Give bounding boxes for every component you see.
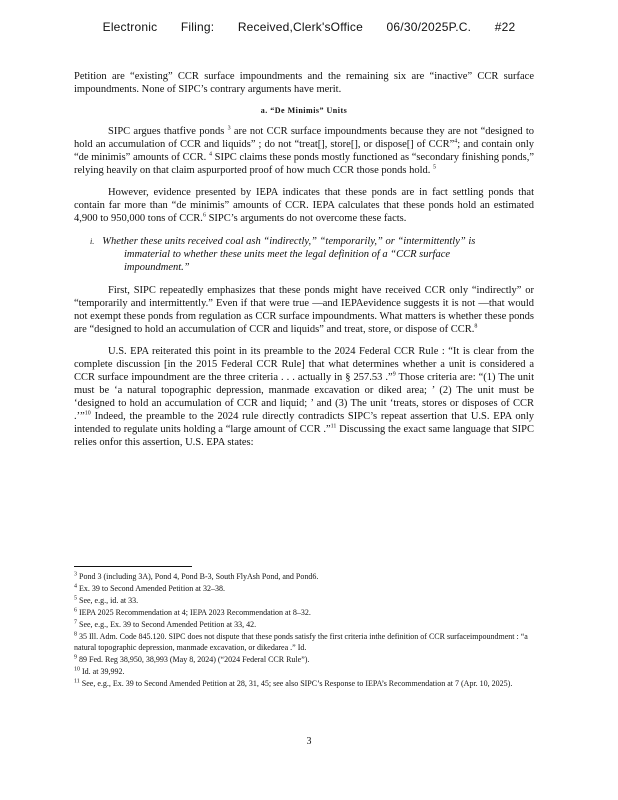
header-date: 06/30/2025P.C. xyxy=(386,20,472,34)
footnote-7: $^7$ See, e.g., Ex. 39 to Second Amended Petition at 33, 42. xyxy=(74,619,257,629)
footnote-divider xyxy=(74,566,192,567)
header-filing: Filing: xyxy=(180,20,215,34)
footnote-ref-11[interactable]: 11 xyxy=(330,423,337,430)
document-body xyxy=(74,70,534,449)
paragraph-5: U.S. EPA reiterated this point in its preamble to the 2024 Federal CCR Rule : “It is clear from the complete discussion [in the 2015 Federal CCR Rule] that what determines whether a unit is considered a CCR surface impoundment are the three criteria . . . actually in § 257.53 .”$^9$ Those criteria are: “(1) The unit must be ‘a natural topographic depression, manmade excavation or diked area; ’ (2) The unit must be ‘designed to hold an accumulation of CCR and liquid; ’ and (3) The unit ‘treats, stores or disposes of CCR .’”$^{10}$ Indeed, the preamble to the 2024 rule directly contradicts SIPC’s repeat assertion that U.S. EPA only intended to regulate units holding a “large amount of CCR .”$^{11}$ Discussing the exact same language that SIPC relies onfor this assertion, U.S. EPA states: xyxy=(74,346,534,448)
page-number: 3 xyxy=(306,736,312,747)
footnote-ref-9[interactable]: 9 xyxy=(392,371,396,378)
footnote-10: $^{10}$ Id. at 39,992. xyxy=(74,666,125,676)
footnote-ref-10[interactable]: 10 xyxy=(84,410,91,417)
paragraph-3: However, evidence presented by IEPA indicates that these ponds are in fact settling ponds that contain far more than “de minimis” amounts of CCR. IEPA calculates that these ponds hold an estimated 4,900 to 950,000 tons of CCR.$^6$ SIPC’s arguments do not overcome these facts. xyxy=(74,187,534,224)
footnote-6: $^6$ IEPA 2025 Recommendation at 4; IEPA 2023 Recommendation at 8–32. xyxy=(74,607,311,617)
footnote-ref-4[interactable]: 4 xyxy=(454,138,458,145)
footnote-9: $^9$ 89 Fed. Reg 38,950, 38,993 (May 8, 2024) (“2024 Federal CCR Rule”). xyxy=(74,654,310,664)
header-number: #22 xyxy=(494,20,516,34)
footnote-ref-3[interactable]: 3 xyxy=(227,125,231,132)
footnote-3: $^3$ Pond 3 (including 3A), Pond 4, Pond B-3, South FlyAsh Pond, and Pond6. xyxy=(74,571,319,581)
filing-header xyxy=(0,20,618,34)
footnote-ref-5[interactable]: 5 xyxy=(432,164,436,171)
footnote-4: $^4$ Ex. 39 to Second Amended Petition at 32–38. xyxy=(74,583,225,593)
paragraph-2: SIPC argues thatfive ponds $^3$ are not CCR surface impoundments because they are not “designed to hold an accumulation of CCR and liquids” ; do not “treat[], store[], or dispose[] of CCR”$^4$; and contain only “de minimis” amounts of CCR. $^4$ SIPC claims these ponds mostly functioned as “secondary finishing ponds,” relying heavily on that claim aspurported proof of how much CCR those ponds hold. $^5$ xyxy=(74,125,535,176)
header-received: Received,Clerk'sOffice xyxy=(237,20,363,34)
footnote-ref-6[interactable]: 6 xyxy=(202,212,206,219)
heading-indirectly: i. Whether these units received coal ash “indirectly,” “temporarily,” or “intermittently” is immaterial to whether these units meet the legal definition of a “CCR surface impoundment.” xyxy=(90,236,476,273)
paragraph-4: First, SIPC repeatedly emphasizes that these ponds might have received CCR only “indirectly” or “temporarily and intermittently.” Even if that were true —and IEPAevidence suggests it is not —that would not exempt these ponds from regulation as CCR surface impoundments. What matters is whether these ponds are “designed to hold an accumulation of CCR and liquids” and treat, store, or dispose of CCR.$^8$ xyxy=(74,285,534,335)
footnote-11: $^{11}$ See, e.g., Ex. 39 to Second Amended Petition at 28, 31, 45; see also SIPC’s Response to IEPA’s Recommendation at 7 (Apr. 10, 2025). xyxy=(74,678,513,688)
header-electronic: Electronic xyxy=(102,20,158,34)
footnote-5: $^5$ See, e.g., id. at 33. xyxy=(74,595,139,605)
footnote-ref-8[interactable]: 8 xyxy=(474,323,478,330)
footnote-8: $^8$ 35 Ill. Adm. Code 845.120. SIPC does not dispute that these ponds satisfy the first criteria inthe definition of CCR surfaceimpoundment : “a natural topographic depression, manmade excavation, or dikedarea .” Id. xyxy=(74,631,528,652)
footnotes xyxy=(74,566,534,690)
heading-i-number: i. xyxy=(90,237,95,246)
heading-de-minimis: a. “De Minimis” Units xyxy=(260,106,348,115)
paragraph-1: Petition are “existing” CCR surface impoundments and the remaining six are “inactive” CCR surface impoundments. None of SIPC’s contrary arguments have merit. xyxy=(74,71,534,95)
footnote-ref-4b[interactable]: 4 xyxy=(208,151,212,158)
